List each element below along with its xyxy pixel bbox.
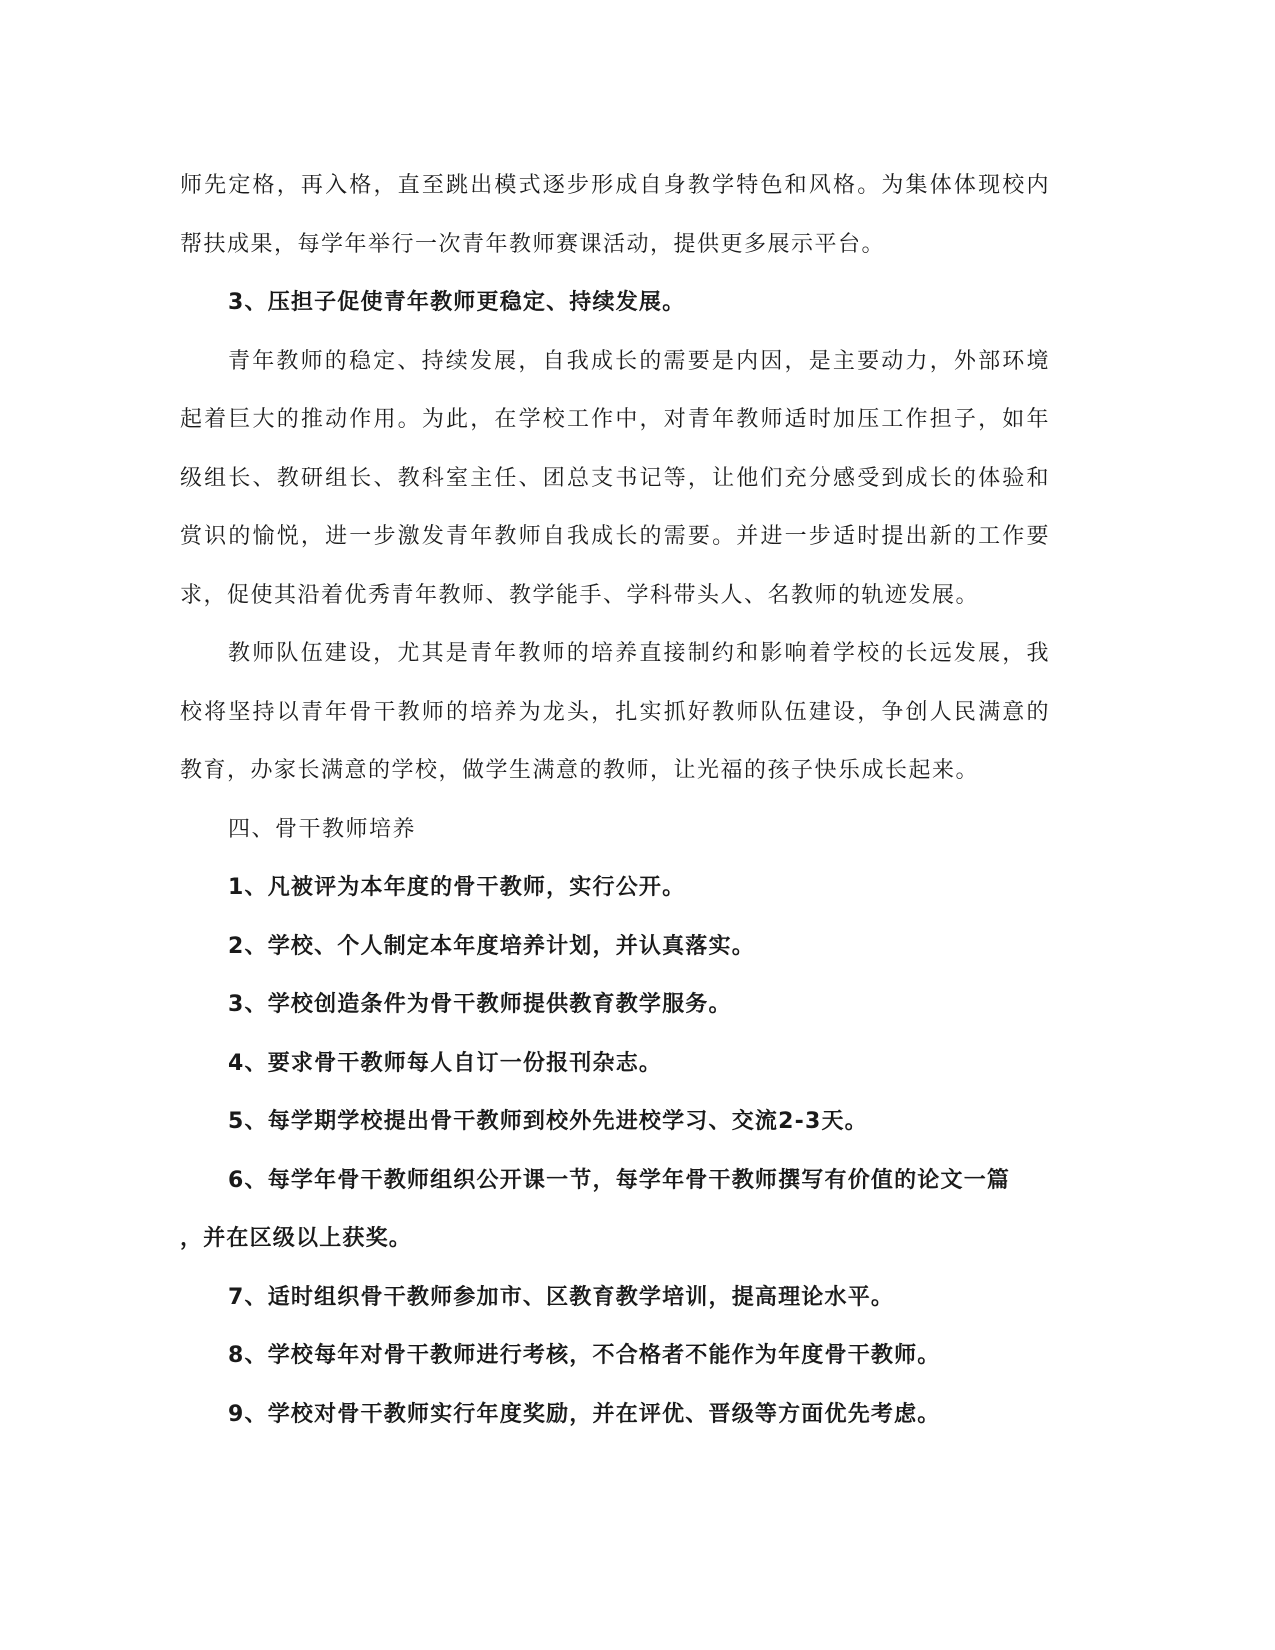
list-item: 9、学校对骨干教师实行年度奖励，并在评优、晋级等方面优先考虑。 (228, 1401, 941, 1427)
list-item: 3、学校创造条件为骨干教师提供教育教学服务。 (228, 992, 732, 1017)
paragraph-line: 师先定格，再入格，直至跳出模式逐步形成自身教学特色和风格。为集体体现校内 (180, 173, 1050, 198)
document-body (180, 163, 1050, 1450)
paragraph-line: 青年教师的稳定、持续发展，自我成长的需要是内因，是主要动力，外部环境 (228, 348, 1050, 374)
list-item: 8、学校每年对骨干教师进行考核，不合格者不能作为年度骨干教师。 (228, 1343, 941, 1368)
list-item: 7、适时组织骨干教师参加市、区教育教学培训，提高理论水平。 (228, 1284, 895, 1310)
list-item-continuation: ，并在区级以上获奖。 (180, 1226, 413, 1251)
list-item: 5、每学期学校提出骨干教师到校外先进校学习、交流2-3天。 (228, 1109, 868, 1134)
paragraph-line: 级组长、教研组长、教科室主任、团总支书记等，让他们充分感受到成长的体验和 (180, 465, 1050, 491)
list-item: 1、凡被评为本年度的骨干教师，实行公开。 (228, 875, 686, 900)
paragraph-line: 起着巨大的推动作用。为此，在学校工作中，对青年教师适时加压工作担子，如年 (180, 407, 1050, 432)
section-heading: 四、骨干教师培养 (228, 816, 417, 842)
paragraph-line: 教师队伍建设，尤其是青年教师的培养直接制约和影响着学校的长远发展，我 (228, 641, 1050, 666)
paragraph-line: 求，促使其沿着优秀青年教师、教学能手、学科带头人、名教师的轨迹发展。 (180, 582, 980, 608)
section-heading: 3、压担子促使青年教师更稳定、持续发展。 (228, 290, 686, 315)
paragraph-line: 校将坚持以青年骨干教师的培养为龙头，扎实抓好教师队伍建设，争创人民满意的 (180, 699, 1050, 725)
paragraph-line: 帮扶成果，每学年举行一次青年教师赛课活动，提供更多展示平台。 (180, 231, 886, 257)
list-item: 2、学校、个人制定本年度培养计划，并认真落实。 (228, 933, 755, 959)
list-item: 4、要求骨干教师每人自订一份报刊杂志。 (228, 1050, 663, 1076)
paragraph-line: 赏识的愉悦，进一步激发青年教师自我成长的需要。并进一步适时提出新的工作要 (180, 524, 1050, 549)
paragraph-line: 教育，办家长满意的学校，做学生满意的教师，让光福的孩子快乐成长起来。 (180, 758, 980, 783)
list-item: 6、每学年骨干教师组织公开课一节，每学年骨干教师撰写有价值的论文一篇 (228, 1167, 1011, 1193)
